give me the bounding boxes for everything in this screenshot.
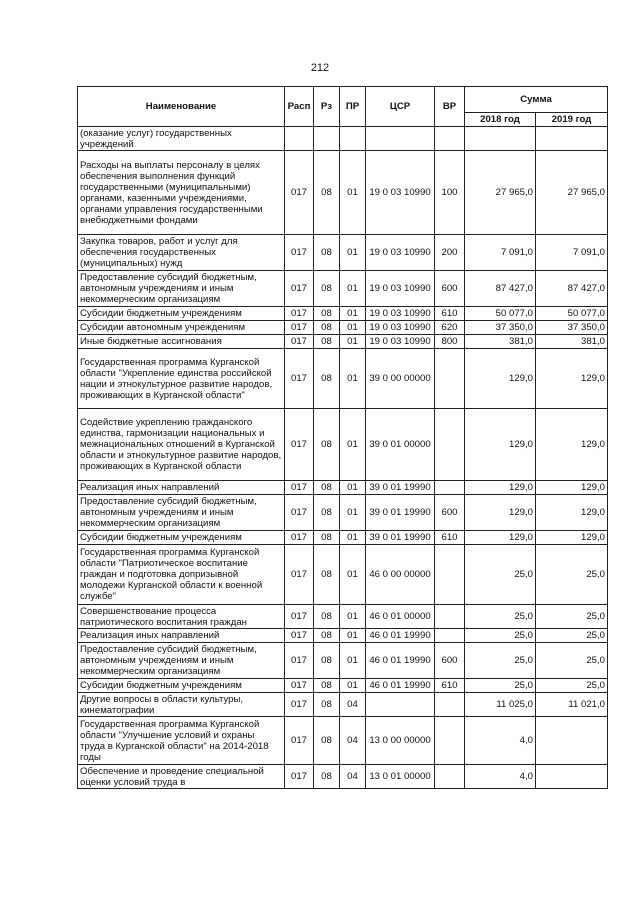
cell-sum-2018: 25,0	[465, 679, 536, 693]
cell-rasp: 017	[285, 531, 314, 545]
cell-sum-2018: 25,0	[465, 545, 536, 605]
cell-rasp: 017	[285, 409, 314, 481]
cell-sum-2018: 4,0	[465, 765, 536, 789]
table-row	[78, 679, 608, 693]
cell-pr: 01	[340, 481, 366, 495]
cell-csr: 46 0 01 00000	[366, 605, 435, 629]
cell-name: Содействие укреплению гражданского единства, гармонизации национальных и межнациональных отношений в Курганской области и этнокультурное развитие народов, проживающих в Курганской области	[78, 409, 285, 481]
cell-name: Другие вопросы в области культуры, кинематографии	[78, 693, 285, 717]
cell-csr: 19 0 03 10990	[366, 151, 435, 235]
cell-csr: 13 0 01 00000	[366, 765, 435, 789]
page-number: 212	[310, 62, 330, 74]
cell-sum-2018: 50 077,0	[465, 307, 536, 321]
cell-csr: 46 0 01 19990	[366, 679, 435, 693]
cell-pr: 01	[340, 335, 366, 349]
cell-pr: 01	[340, 495, 366, 531]
cell-pr: 01	[340, 679, 366, 693]
cell-rz: 08	[314, 335, 340, 349]
cell-name: Субсидии бюджетным учреждениям	[78, 307, 285, 321]
cell-rz	[314, 127, 340, 151]
table-row	[78, 545, 608, 605]
cell-rz: 08	[314, 349, 340, 409]
cell-sum-2019: 11 021,0	[536, 693, 608, 717]
table-row	[78, 307, 608, 321]
cell-rasp: 017	[285, 235, 314, 271]
cell-sum-2019	[536, 717, 608, 765]
table-row	[78, 151, 608, 235]
cell-rasp: 017	[285, 349, 314, 409]
cell-sum-2018: 129,0	[465, 349, 536, 409]
cell-vr	[435, 717, 465, 765]
cell-rz: 08	[314, 643, 340, 679]
cell-pr: 01	[340, 545, 366, 605]
header-sum: Сумма	[465, 87, 608, 113]
cell-sum-2018: 129,0	[465, 481, 536, 495]
cell-sum-2019: 25,0	[536, 545, 608, 605]
cell-name: Субсидии бюджетным учреждениям	[78, 531, 285, 545]
cell-pr: 01	[340, 151, 366, 235]
cell-rasp: 017	[285, 679, 314, 693]
cell-name: Предоставление субсидий бюджетным, автономным учреждениям и иным некоммерческим организациям	[78, 271, 285, 307]
cell-sum-2019: 25,0	[536, 629, 608, 643]
cell-sum-2018: 7 091,0	[465, 235, 536, 271]
cell-name: Реализация иных направлений	[78, 629, 285, 643]
header-csr: ЦСР	[366, 87, 435, 127]
table-row	[78, 717, 608, 765]
cell-csr	[366, 127, 435, 151]
cell-rasp: 017	[285, 765, 314, 789]
cell-pr	[340, 127, 366, 151]
cell-vr: 100	[435, 151, 465, 235]
cell-name: Государственная программа Курганской области "Улучшение условий и охраны труда в Курганской области" на 2014-2018 годы	[78, 717, 285, 765]
cell-sum-2018: 11 025,0	[465, 693, 536, 717]
table-row	[78, 335, 608, 349]
cell-sum-2018: 129,0	[465, 409, 536, 481]
cell-vr	[435, 545, 465, 605]
cell-vr: 600	[435, 495, 465, 531]
header-pr: ПР	[340, 87, 366, 127]
header-rasp: Расп	[285, 87, 314, 127]
cell-vr: 610	[435, 307, 465, 321]
cell-name: Предоставление субсидий бюджетным, автономным учреждениям и иным некоммерческим организациям	[78, 495, 285, 531]
cell-csr: 19 0 03 10990	[366, 335, 435, 349]
cell-rasp: 017	[285, 335, 314, 349]
cell-rasp	[285, 127, 314, 151]
cell-sum-2019	[536, 765, 608, 789]
cell-rasp: 017	[285, 495, 314, 531]
cell-rasp: 017	[285, 545, 314, 605]
cell-csr: 13 0 00 00000	[366, 717, 435, 765]
cell-pr: 01	[340, 307, 366, 321]
cell-sum-2019: 25,0	[536, 679, 608, 693]
cell-rasp: 017	[285, 307, 314, 321]
cell-vr	[435, 481, 465, 495]
cell-csr: 19 0 03 10990	[366, 235, 435, 271]
cell-rasp: 017	[285, 151, 314, 235]
cell-rz: 08	[314, 271, 340, 307]
cell-vr: 600	[435, 643, 465, 679]
cell-sum-2018: 381,0	[465, 335, 536, 349]
cell-sum-2018: 25,0	[465, 629, 536, 643]
cell-csr: 19 0 03 10990	[366, 307, 435, 321]
cell-rasp: 017	[285, 321, 314, 335]
cell-csr: 39 0 01 19990	[366, 481, 435, 495]
cell-pr: 04	[340, 765, 366, 789]
cell-sum-2018	[465, 127, 536, 151]
cell-csr: 39 0 01 19990	[366, 531, 435, 545]
cell-sum-2019: 25,0	[536, 643, 608, 679]
cell-rz: 08	[314, 151, 340, 235]
cell-sum-2019: 129,0	[536, 409, 608, 481]
cell-pr: 01	[340, 271, 366, 307]
cell-rz: 08	[314, 235, 340, 271]
cell-sum-2018: 129,0	[465, 495, 536, 531]
cell-vr	[435, 629, 465, 643]
table-row	[78, 127, 608, 151]
cell-rasp: 017	[285, 717, 314, 765]
cell-sum-2019: 129,0	[536, 349, 608, 409]
cell-name: Реализация иных направлений	[78, 481, 285, 495]
cell-sum-2018: 25,0	[465, 643, 536, 679]
cell-csr	[366, 693, 435, 717]
cell-csr: 39 0 01 00000	[366, 409, 435, 481]
table-row	[78, 271, 608, 307]
cell-sum-2019: 50 077,0	[536, 307, 608, 321]
cell-vr	[435, 693, 465, 717]
cell-pr: 04	[340, 717, 366, 765]
cell-csr: 39 0 00 00000	[366, 349, 435, 409]
cell-sum-2019: 87 427,0	[536, 271, 608, 307]
table-row	[78, 765, 608, 789]
cell-sum-2019: 129,0	[536, 495, 608, 531]
cell-rz: 08	[314, 605, 340, 629]
cell-vr: 610	[435, 679, 465, 693]
table-row	[78, 531, 608, 545]
cell-vr: 800	[435, 335, 465, 349]
table-row	[78, 643, 608, 679]
cell-name: Расходы на выплаты персоналу в целях обеспечения выполнения функций государственными (муниципальными) органами, казенными учреждениями, органами управления государственными внебюджетными фондами	[78, 151, 285, 235]
header-rz: Рз	[314, 87, 340, 127]
table-row	[78, 495, 608, 531]
cell-rz: 08	[314, 679, 340, 693]
cell-rasp: 017	[285, 643, 314, 679]
table-row	[78, 693, 608, 717]
cell-name: Иные бюджетные ассигнования	[78, 335, 285, 349]
cell-csr: 39 0 01 19990	[366, 495, 435, 531]
cell-csr: 19 0 03 10990	[366, 271, 435, 307]
cell-csr: 46 0 00 00000	[366, 545, 435, 605]
cell-sum-2019: 381,0	[536, 335, 608, 349]
header-2018: 2018 год	[465, 113, 536, 127]
table-row	[78, 409, 608, 481]
cell-rz: 08	[314, 765, 340, 789]
table-row	[78, 349, 608, 409]
cell-rz: 08	[314, 495, 340, 531]
cell-rasp: 017	[285, 693, 314, 717]
cell-rasp: 017	[285, 629, 314, 643]
cell-sum-2019: 7 091,0	[536, 235, 608, 271]
header-name: Наименование	[78, 87, 285, 127]
table-row	[78, 629, 608, 643]
cell-sum-2018: 129,0	[465, 531, 536, 545]
cell-name: (оказание услуг) государственных учреждений	[78, 127, 285, 151]
cell-pr: 01	[340, 349, 366, 409]
cell-pr: 01	[340, 531, 366, 545]
cell-rasp: 017	[285, 605, 314, 629]
cell-sum-2019: 37 350,0	[536, 321, 608, 335]
cell-pr: 01	[340, 629, 366, 643]
cell-rz: 08	[314, 409, 340, 481]
cell-sum-2018: 4,0	[465, 717, 536, 765]
cell-name: Государственная программа Курганской области "Укрепление единства российской нации и этнокультурное развитие народов, проживающих в Курганской области"	[78, 349, 285, 409]
cell-vr: 620	[435, 321, 465, 335]
cell-pr: 01	[340, 235, 366, 271]
cell-vr: 600	[435, 271, 465, 307]
header-vr: ВР	[435, 87, 465, 127]
cell-rasp: 017	[285, 271, 314, 307]
cell-name: Предоставление субсидий бюджетным, автономным учреждениям и иным некоммерческим организациям	[78, 643, 285, 679]
cell-rasp: 017	[285, 481, 314, 495]
table-row	[78, 235, 608, 271]
cell-sum-2019: 27 965,0	[536, 151, 608, 235]
cell-name: Закупка товаров, работ и услуг для обеспечения государственных (муниципальных) нужд	[78, 235, 285, 271]
cell-sum-2019: 129,0	[536, 531, 608, 545]
table-body	[78, 127, 608, 789]
table-row	[78, 481, 608, 495]
cell-rz: 08	[314, 531, 340, 545]
header-2019: 2019 год	[536, 113, 608, 127]
cell-vr	[435, 409, 465, 481]
cell-pr: 01	[340, 321, 366, 335]
cell-vr	[435, 349, 465, 409]
budget-table	[77, 86, 608, 789]
cell-sum-2018: 25,0	[465, 605, 536, 629]
cell-pr: 01	[340, 409, 366, 481]
cell-vr	[435, 765, 465, 789]
cell-rz: 08	[314, 693, 340, 717]
cell-rz: 08	[314, 481, 340, 495]
cell-sum-2018: 37 350,0	[465, 321, 536, 335]
cell-vr: 610	[435, 531, 465, 545]
cell-name: Государственная программа Курганской области "Патриотическое воспитание граждан и подготовка допризывной молодежи Курганской области к военной службе"	[78, 545, 285, 605]
cell-sum-2018: 27 965,0	[465, 151, 536, 235]
cell-rz: 08	[314, 307, 340, 321]
cell-sum-2019: 25,0	[536, 605, 608, 629]
cell-sum-2019: 129,0	[536, 481, 608, 495]
cell-csr: 46 0 01 19990	[366, 643, 435, 679]
cell-name: Обеспечение и проведение специальной оценки условий труда в	[78, 765, 285, 789]
cell-rz: 08	[314, 717, 340, 765]
table-row	[78, 321, 608, 335]
cell-vr: 200	[435, 235, 465, 271]
cell-rz: 08	[314, 321, 340, 335]
cell-vr	[435, 127, 465, 151]
cell-sum-2019	[536, 127, 608, 151]
cell-name: Субсидии автономным учреждениям	[78, 321, 285, 335]
cell-pr: 01	[340, 605, 366, 629]
cell-csr: 46 0 01 19990	[366, 629, 435, 643]
cell-vr	[435, 605, 465, 629]
cell-rz: 08	[314, 545, 340, 605]
cell-pr: 04	[340, 693, 366, 717]
cell-pr: 01	[340, 643, 366, 679]
cell-name: Субсидии бюджетным учреждениям	[78, 679, 285, 693]
cell-sum-2018: 87 427,0	[465, 271, 536, 307]
cell-csr: 19 0 03 10990	[366, 321, 435, 335]
cell-rz: 08	[314, 629, 340, 643]
table-row	[78, 605, 608, 629]
cell-name: Совершенствование процесса патриотического воспитания граждан	[78, 605, 285, 629]
